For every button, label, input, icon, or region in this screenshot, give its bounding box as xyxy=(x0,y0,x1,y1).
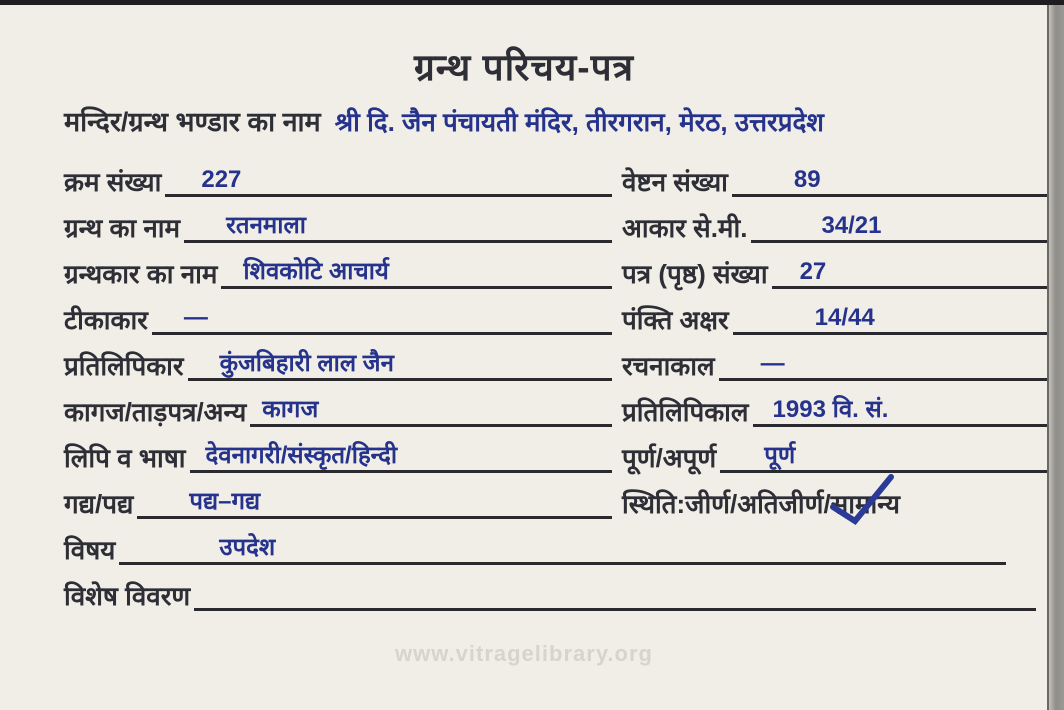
lines-letters-value: 14/44 xyxy=(814,304,875,331)
condition-option-text: सामान्य xyxy=(830,489,901,519)
copyist-label: प्रतिलिपिकार xyxy=(64,351,184,381)
complete-incomplete-label: पूर्ण/अपूर्ण xyxy=(622,443,717,473)
special-details-line xyxy=(194,608,1036,611)
form-grid xyxy=(64,151,1048,611)
commentator-value: — xyxy=(183,304,208,331)
author-name-label: ग्रन्थकार का नाम xyxy=(64,259,218,289)
prose-verse-label: गद्य/पद्य xyxy=(64,489,134,519)
form-row xyxy=(64,151,1048,197)
form-title: ग्रन्थ परिचय-पत्र xyxy=(413,47,635,88)
form-row xyxy=(64,381,1048,427)
composition-date-value: — xyxy=(760,350,785,377)
copy-date-line xyxy=(753,396,1048,427)
material-label: कागज/ताड़पत्र/अन्य xyxy=(64,397,247,427)
serial-number-value: 227 xyxy=(201,166,242,193)
subject-value: उपदेश xyxy=(219,534,276,561)
bundle-number-value: 89 xyxy=(793,166,821,193)
script-language-line xyxy=(190,442,612,473)
scan-edge-top xyxy=(0,0,1064,5)
form-row xyxy=(64,565,1048,611)
copyist-value: कुंजबिहारी लाल जैन xyxy=(219,350,394,377)
checkmark-icon xyxy=(825,471,899,527)
subject-line xyxy=(119,534,1006,565)
copy-date-value: 1993 वि. सं. xyxy=(772,396,889,423)
temple-name-row xyxy=(64,103,1044,139)
special-details-label: विशेष विवरण xyxy=(64,581,191,611)
bundle-number-label: वेष्टन संख्या xyxy=(622,167,728,197)
copyist-line xyxy=(188,350,612,381)
book-name-value: रतनमाला xyxy=(226,212,306,239)
page-count-line xyxy=(772,258,1048,289)
prose-verse-line xyxy=(137,488,612,519)
form-row xyxy=(64,335,1048,381)
bundle-number-line xyxy=(732,166,1048,197)
condition-label: स्थिति:जीर्ण/अतिजीर्ण/ xyxy=(622,489,831,519)
lines-letters-label: पंक्ति अक्षर xyxy=(622,305,729,335)
watermark-text: www.vitragelibrary.org xyxy=(395,641,653,666)
author-name-value: शिवकोटि आचार्य xyxy=(243,258,389,285)
form-row xyxy=(64,473,1048,519)
form-row xyxy=(64,289,1048,335)
form-row xyxy=(64,197,1048,243)
subject-label: विषय xyxy=(64,535,116,565)
complete-incomplete-value: पूर्ण xyxy=(764,442,796,469)
material-line xyxy=(250,396,612,427)
author-name-line xyxy=(221,258,612,289)
form-row xyxy=(64,519,1048,565)
form-row xyxy=(64,243,1048,289)
temple-name-value: श्री दि. जैन पंचायती मंदिर, तीरगरान, मेरठ, उत्तरप्रदेश xyxy=(334,107,824,137)
page-count-label: पत्र (पृष्ठ) संख्या xyxy=(622,259,768,289)
commentator-label: टीकाकार xyxy=(64,305,148,335)
size-cm-label: आकार से.मी. xyxy=(622,213,748,243)
serial-number-line xyxy=(165,166,612,197)
scan-edge-right xyxy=(1047,4,1064,710)
book-name-label: ग्रन्थ का नाम xyxy=(64,213,181,243)
size-cm-line xyxy=(751,212,1048,243)
script-language-value: देवनागरी/संस्कृत/हिन्दी xyxy=(205,442,398,469)
composition-date-label: रचनाकाल xyxy=(622,351,715,381)
material-value: कागज xyxy=(262,396,319,423)
temple-name-label: मन्दिर/ग्रन्थ भण्डार का नाम xyxy=(64,107,321,137)
size-cm-value: 34/21 xyxy=(821,212,882,239)
copy-date-label: प्रतिलिपिकाल xyxy=(622,397,749,427)
book-name-line xyxy=(184,212,612,243)
serial-number-label: क्रम संख्या xyxy=(64,167,162,197)
page-count-value: 27 xyxy=(799,258,827,285)
condition-checked-option xyxy=(831,491,900,519)
composition-date-line xyxy=(719,350,1048,381)
prose-verse-value: पद्य–गद्य xyxy=(189,488,261,515)
commentator-line xyxy=(152,304,612,335)
script-language-label: लिपि व भाषा xyxy=(64,443,186,473)
lines-letters-line xyxy=(733,304,1048,335)
form-row xyxy=(64,427,1048,473)
